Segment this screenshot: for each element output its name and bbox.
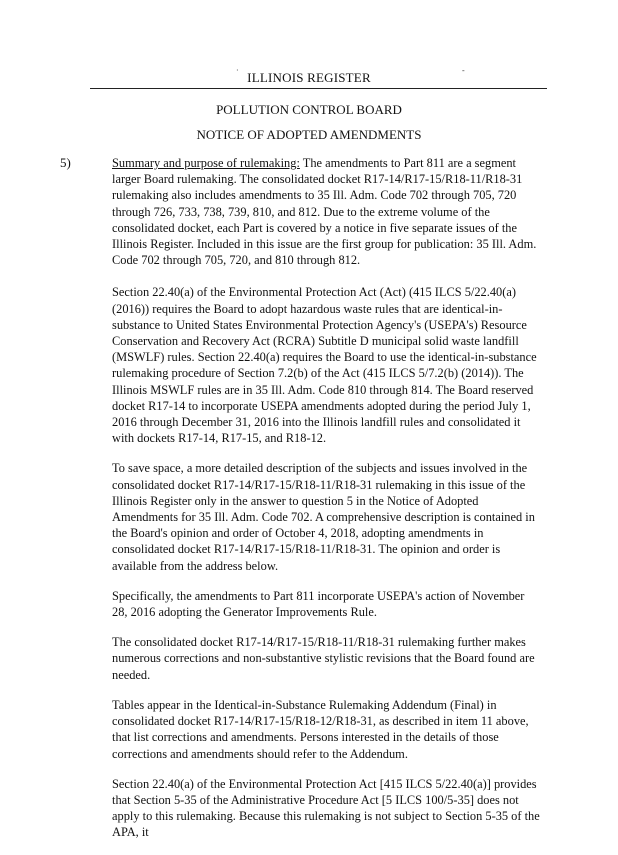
notice-title: NOTICE OF ADOPTED AMENDMENTS bbox=[196, 127, 422, 142]
scan-speck: - bbox=[462, 66, 465, 75]
paragraph-summary bbox=[112, 155, 542, 268]
board-name: POLLUTION CONTROL BOARD bbox=[216, 102, 402, 117]
header-rule bbox=[90, 88, 547, 89]
register-title: ILLINOIS REGISTER bbox=[247, 70, 371, 85]
paragraph-text: The amendments to Part 811 are a segment larger Board rulemaking. The consolidated docket R17-14/R17-15/R18-11/R18-31 rulemaking also includes amendments to 35 Ill. Adm. Code 702 through 705, 720 through 726, 733, 738, 739, 810, and 812. Due to the extreme volume of the consolidated docket, each Part is covered by a notice in five separate issues of the Illinois Register. Included in this issue are the first group for publication: 35 Ill. Adm. Code 702 through 705, 720, and 810 through 812. bbox=[112, 156, 537, 268]
notice-body bbox=[112, 155, 542, 855]
question-number: 5) bbox=[60, 155, 71, 170]
paragraph: To save space, a more detailed description of the subjects and issues involved in the consolidated docket R17-14/R17-15/R18-11/R18-31 rulemaking in this issue of the Illinois Register only in the answer to question 5 in the Notice of Adopted Amendments for 35 Ill. Adm. Code 702. A comprehensive description is contained in the Board's opinion and order of October 4, 2018, adopting amendments in consolidated docket R17-14/R17-15/R18-11/R18-31. The opinion and order is available from the address below. bbox=[112, 461, 535, 573]
paragraph: Section 22.40(a) of the Environmental Protection Act (Act) (415 ILCS 5/22.40(a) (2016)) requires the Board to adopt hazardous waste rules that are identical-in-substance to United States Environmental Protection Agency's (USEPA's) Resource Conservation and Recovery Act (RCRA) Subtitle D municipal solid waste landfill (MSWLF) rules. Section 22.40(a) requires the Board to use the identical-in-substance rulemaking procedure of Section 7.2(b) of the Act (415 ILCS 5/7.2(b) (2014)). The Illinois MSWLF rules are in 35 Ill. Adm. Code 810 through 814. The Board reserved docket R17-14 to incorporate USEPA amendments adopted during the period July 1, 2016 through December 31, 2016 into the Illinois landfill rules and consolidated it with dockets R17-14, R17-15, and R18-12. bbox=[112, 285, 537, 446]
paragraph: Specifically, the amendments to Part 811 incorporate USEPA's action of November 28, 2016 adopting the Generator Improvements Rule. bbox=[112, 588, 525, 620]
paragraph: The consolidated docket R17-14/R17-15/R18-11/R18-31 rulemaking further makes numerous corrections and non-substantive stylistic revisions that the Board found are needed. bbox=[112, 635, 535, 682]
paragraph: Section 22.40(a) of the Environmental Protection Act [415 ILCS 5/22.40(a)] provides that Section 5-35 of the Administrative Procedure Act [5 ILCS 100/5-35] does not apply to this rulemaking. Because this rulemaking is not subject to Section 5-35 of the APA, it bbox=[112, 776, 540, 840]
scan-speck: · bbox=[236, 66, 239, 75]
summary-heading: Summary and purpose of rulemaking: bbox=[112, 156, 300, 170]
paragraph: Tables appear in the Identical-in-Substance Rulemaking Addendum (Final) in consolidated docket R17-14/R17-15/R18-12/R18-31, as described in item 11 above, that list corrections and amendments. Persons interested in the details of those corrections and amendments should refer to the Addendum. bbox=[112, 697, 529, 761]
